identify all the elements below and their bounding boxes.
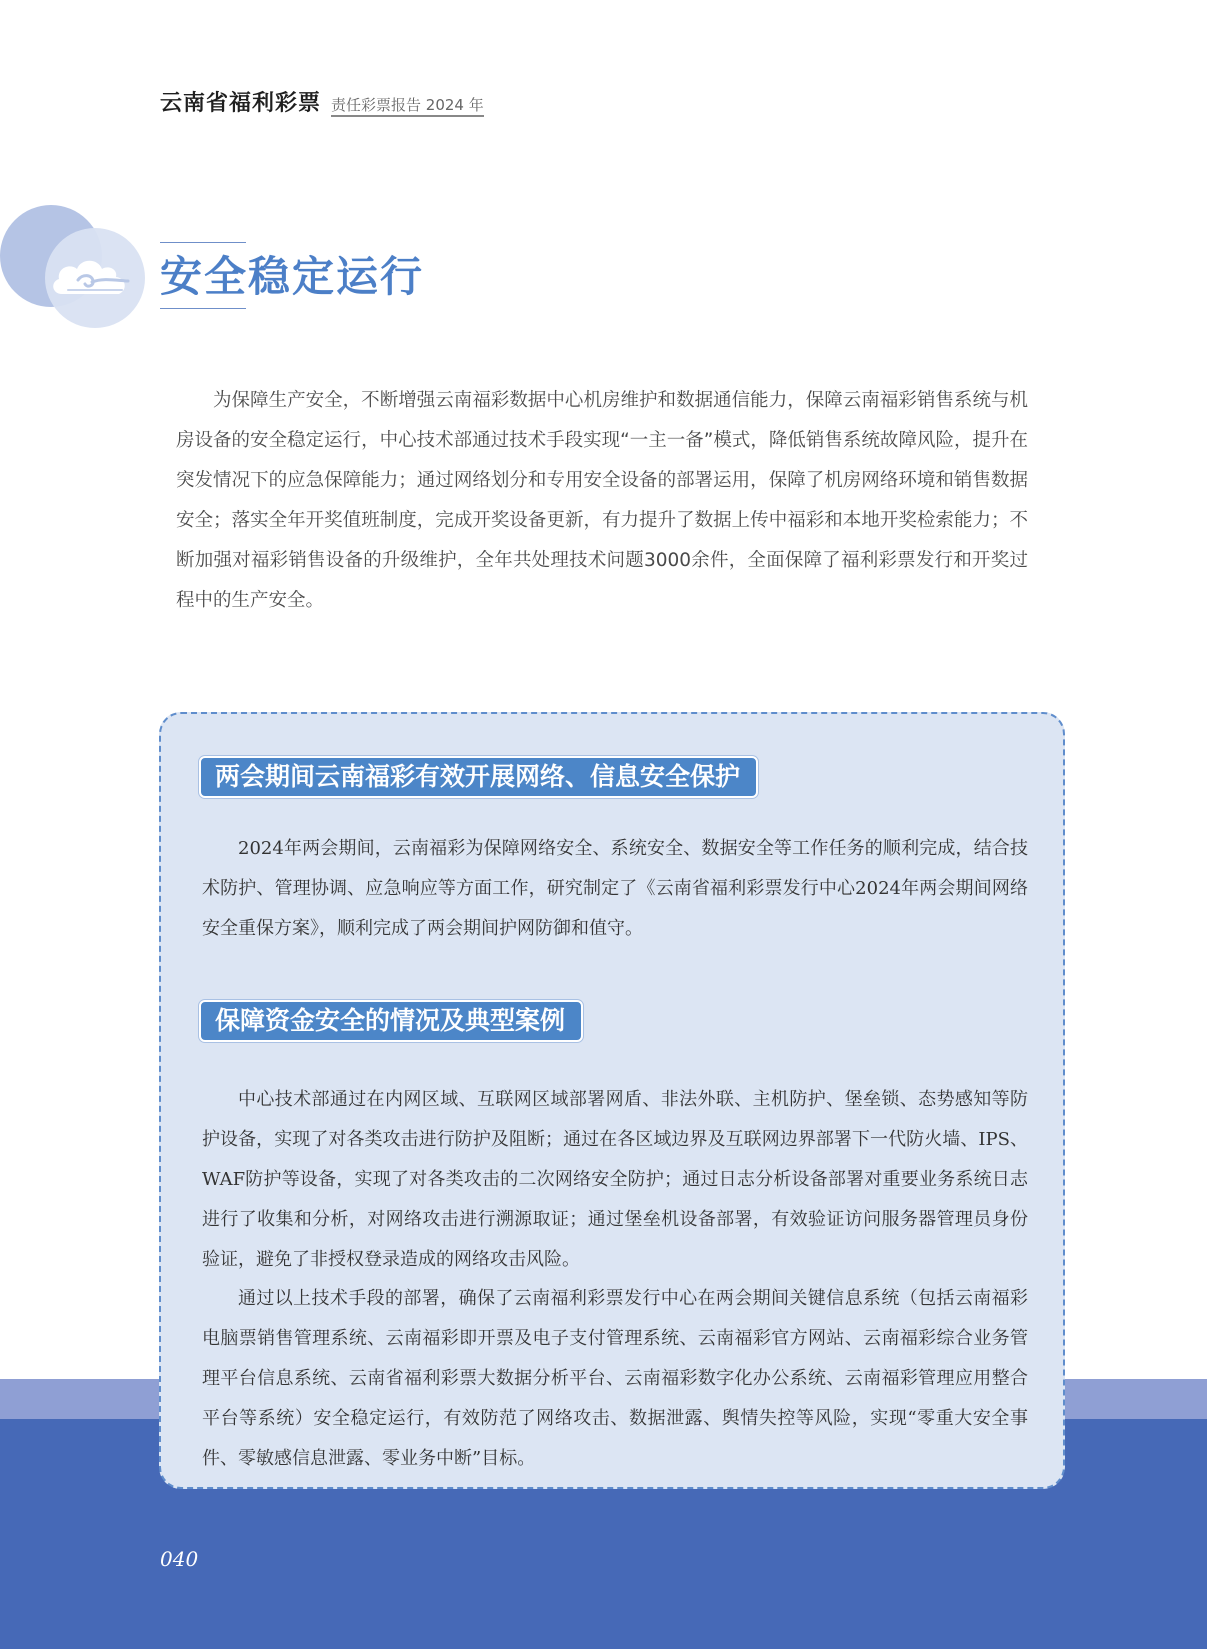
title-rule-bottom [160, 308, 246, 309]
header-report-name: 责任彩票报告 2024 年 [331, 96, 484, 117]
title-rule-top [160, 242, 246, 243]
page-header [160, 86, 484, 117]
box-paragraph-outcome: 通过以上技术手段的部署，确保了云南福利彩票发行中心在两会期间关键信息系统（包括云南福彩电脑票销售管理系统、云南福彩即开票及电子支付管理系统、云南福彩官方网站、云南福彩综合业务管理平台信息系统、云南省福利彩票大数据分析平台、云南福彩数字化办公系统、云南福彩管理应用整合平台等系统）安全稳定运行，有效防范了网络攻击、数据泄露、舆情失控等风险，实现“零重大安全事件、零敏感信息泄露、零业务中断”目标。 [202, 1288, 1028, 1469]
box-heading-fund-security: 保障资金安全的情况及典型案例 [199, 1000, 583, 1042]
section-title: 安全稳定运行 [160, 252, 425, 301]
header-org-name: 云南省福利彩票 [160, 91, 322, 116]
cloud-icon [48, 250, 138, 306]
box-heading-network-security: 两会期间云南福彩有效开展网络、信息安全保护 [199, 756, 758, 798]
intro-paragraph: 为保障生产安全，不断增强云南福彩数据中心机房维护和数据通信能力，保障云南福彩销售系统与机房设备的安全稳定运行，中心技术部通过技术手段实现“一主一备”模式，降低销售系统故障风险，提升在突发情况下的应急保障能力；通过网络划分和专用安全设备的部署运用，保障了机房网络环境和销售数据安全；落实全年开奖值班制度，完成开奖设备更新，有力提升了数据上传中福彩和本地开奖检索能力；不断加强对福彩销售设备的升级维护，全年共处理技术问题3000余件，全面保障了福利彩票发行和开奖过程中的生产安全。 [176, 390, 1028, 611]
box-paragraph-defense-devices: 中心技术部通过在内网区域、互联网区域部署网盾、非法外联、主机防护、堡垒锁、态势感知等防护设备，实现了对各类攻击进行防护及阻断；通过在各区域边界及互联网边界部署下一代防火墙、IPS、WAF防护等设备，实现了对各类攻击的二次网络安全防护；通过日志分析设备部署对重要业务系统日志进行了收集和分析，对网络攻击进行溯源取证；通过堡垒机设备部署，有效验证访问服务器管理员身份验证，避免了非授权登录造成的网络攻击风险。 [202, 1089, 1028, 1270]
page-number: 040 [160, 1547, 199, 1571]
box-paragraph-network-security: 2024年两会期间，云南福彩为保障网络安全、系统安全、数据安全等工作任务的顺利完成，结合技术防护、管理协调、应急响应等方面工作，研究制定了《云南省福利彩票发行中心2024年两会期间网络安全重保方案》，顺利完成了两会期间护网防御和值守。 [202, 838, 1028, 939]
